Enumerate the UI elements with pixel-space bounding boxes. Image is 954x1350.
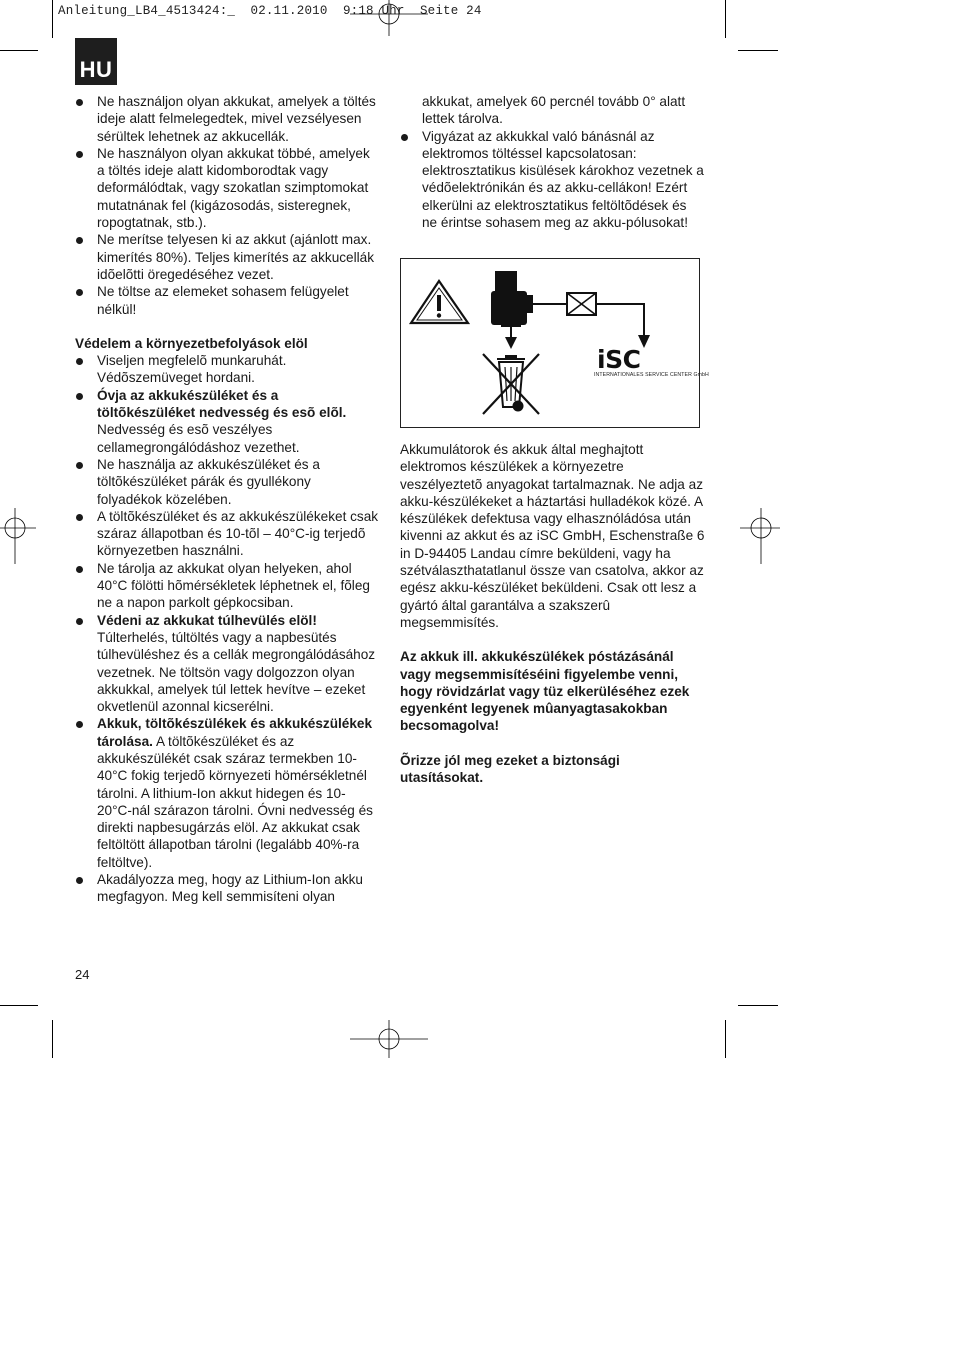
disposal-diagram-icon <box>401 259 701 429</box>
registration-mark-icon <box>740 508 780 578</box>
list-item-continuation: akkukat, amelyek 60 percnél tovább 0° alatt lettek tárolva. <box>422 94 686 127</box>
section-heading: Védelem a környezetbefolyások elöl <box>75 335 308 351</box>
list-item <box>75 715 379 871</box>
disposal-figure <box>400 258 709 428</box>
list-item: Vigyázat az akkukkal való bánásnál az elektromos töltéssel kapcsolatosan: elektrosztatikus kisülések károkhoz vezetnek a védõelektrónikán és az akku-cellákon! Ezért elkerülni az elektrosztatikus feltöltõdések és ne érintse sohasem meg az akku-pólusokat! <box>400 128 705 232</box>
list-item: Ne töltse az elemeket sohasem felügyelet nélkül! <box>75 283 379 318</box>
crop-mark <box>725 0 726 38</box>
list-item-bold-text: Akkuk, töltõkészülékek és akkukészülékek tárolása. <box>97 716 373 749</box>
page-number: 24 <box>75 967 90 982</box>
list-item-bold-text: Védeni az akkukat túlhevülés elöl! <box>97 612 317 628</box>
crop-mark <box>0 50 38 51</box>
list-item-text: A töltõkészüléket és az akkukészülékét csak száraz termekben 10-40°C fokig terjedõ környezeti hömérsékletnél tárolni. A lithium-Ion akkut hidegen és 10-20°C-nál szárazon tárolni. Óvni nedvesség és direkti napbesugárzás elöl. Az akkukat csak feltöltött állapotban tárolni (legalább 40%-ra feltöltve). <box>97 733 373 870</box>
crossed-out-bin-icon <box>483 354 539 414</box>
disposal-paragraph: Akkumulátorok és akkuk által meghajtott elektromos készülékek a környezetre veszélyeztetõ anyagokat tartalmaznak. Ne adja az akku-készülékeket a háztartási hulladékok közé. A készülékek defektusa vagy elhasznóládósa után kivenni az akkut és az iSC GmbH, Eschenstraße 6 in D-94405 Landau címre beküldeni, vagy ha szétválaszthatatlanul össze van csatolva, akkor az egész akku-készüléket beküldeni. Csak ott lesz a gyártó által garantálva a szakszerû megsemmisítés. <box>400 442 705 630</box>
list-item-text: Túlterhelés, túltöltés vagy a napbesütés túlhevüléshez és a cellák megrongálódásához vezetnek. Ne töltsön vagy dolgozzon olyan akkukkal, amelyek túl lettek hevítve – ezeket okvetlenül azonnal kicserélni. <box>97 629 376 715</box>
list-item: Akadályozza meg, hogy az Lithium-Ion akku megfagyon. Meg kell semmisíteni olyan <box>75 871 379 906</box>
left-column <box>75 93 379 906</box>
isc-logo: iSC <box>597 345 641 374</box>
list-item: Ne használja az akkukészüléket és a töltõkészüléket párák és gyullékony folyadékok közelében. <box>75 456 379 508</box>
registration-mark-icon <box>0 508 36 578</box>
crop-mark <box>738 1005 778 1006</box>
list-item: Ne használjon olyan akkukat, amelyek a töltés ideje alatt felmelegedtek, mivel vezsélyesen sérültek lehetnek az akkucellák. <box>75 93 379 145</box>
language-badge: HU <box>75 38 117 85</box>
list-item <box>75 612 379 716</box>
crop-mark <box>725 1020 726 1058</box>
envelope-icon <box>567 293 596 315</box>
right-column-lower <box>400 441 705 786</box>
registration-mark-icon <box>350 0 428 36</box>
crop-mark <box>52 0 53 38</box>
list-item: Ne tárolja az akkukat olyan helyeken, ahol 40°C fölötti hõmérsékletek léphetnek el, fõleg ne a napon parkolt gépkocsiban. <box>75 560 379 612</box>
battery-tool-icon <box>491 271 533 327</box>
crop-mark <box>52 1020 53 1058</box>
list-item: Ne használyon olyan akkukat többé, amelyek a töltés ideje alatt kidomborodtak vagy deformálódtak, vagy szokatlan szimptomokat mutatnának fel (kigázosodás, sisteregnek, ropogtatnak, stb.). <box>75 145 379 231</box>
shipping-paragraph: Az akkuk ill. akkukészülékek póstázásánál vagy megsemmisítéséini figyelembe venni, hogy rövidzárlat vagy tüz elkerüléséhez ezek egyenként legyenek mûanyagtasakokban becsomagolva! <box>400 649 690 734</box>
list-item-text: Nedvesség és esõ veszélyes cellamegrongálódáshoz vezethet. <box>97 422 300 455</box>
crop-mark <box>0 1005 38 1006</box>
list-item: Viseljen megfelelõ munkaruhát. Védõszemüveget hordani. <box>75 352 379 387</box>
list-item-bold-text: Óvja az akkukészüléket és a töltõkészüléket nedvesség és esõ elõl. <box>97 387 347 421</box>
crop-mark <box>738 50 778 51</box>
list-item: A töltõkészüléket és az akkukészülékeket csak száraz állapotban és 10-tõl – 40°C-ig terjedõ környezetben használni. <box>75 508 379 560</box>
list-item <box>75 387 379 456</box>
right-column <box>400 93 705 231</box>
list-item: Ne merítse telyesen ki az akkut (ajánlott max. kimerítés 80%). Teljes kimerítés az akkucellák idõelõtti öregedéséhez vezet. <box>75 231 379 283</box>
print-header: Anleitung_LB4_4513424:_ 02.11.2010 9:18 Uhr Seite 24 <box>58 4 482 18</box>
registration-mark-icon <box>350 1020 428 1060</box>
isc-logo-subtext: INTERNATIONALES SERVICE CENTER GmbH <box>594 372 709 378</box>
keep-instructions-paragraph: Õrizze jól meg ezeket a biztonsági utasításokat. <box>400 752 620 786</box>
